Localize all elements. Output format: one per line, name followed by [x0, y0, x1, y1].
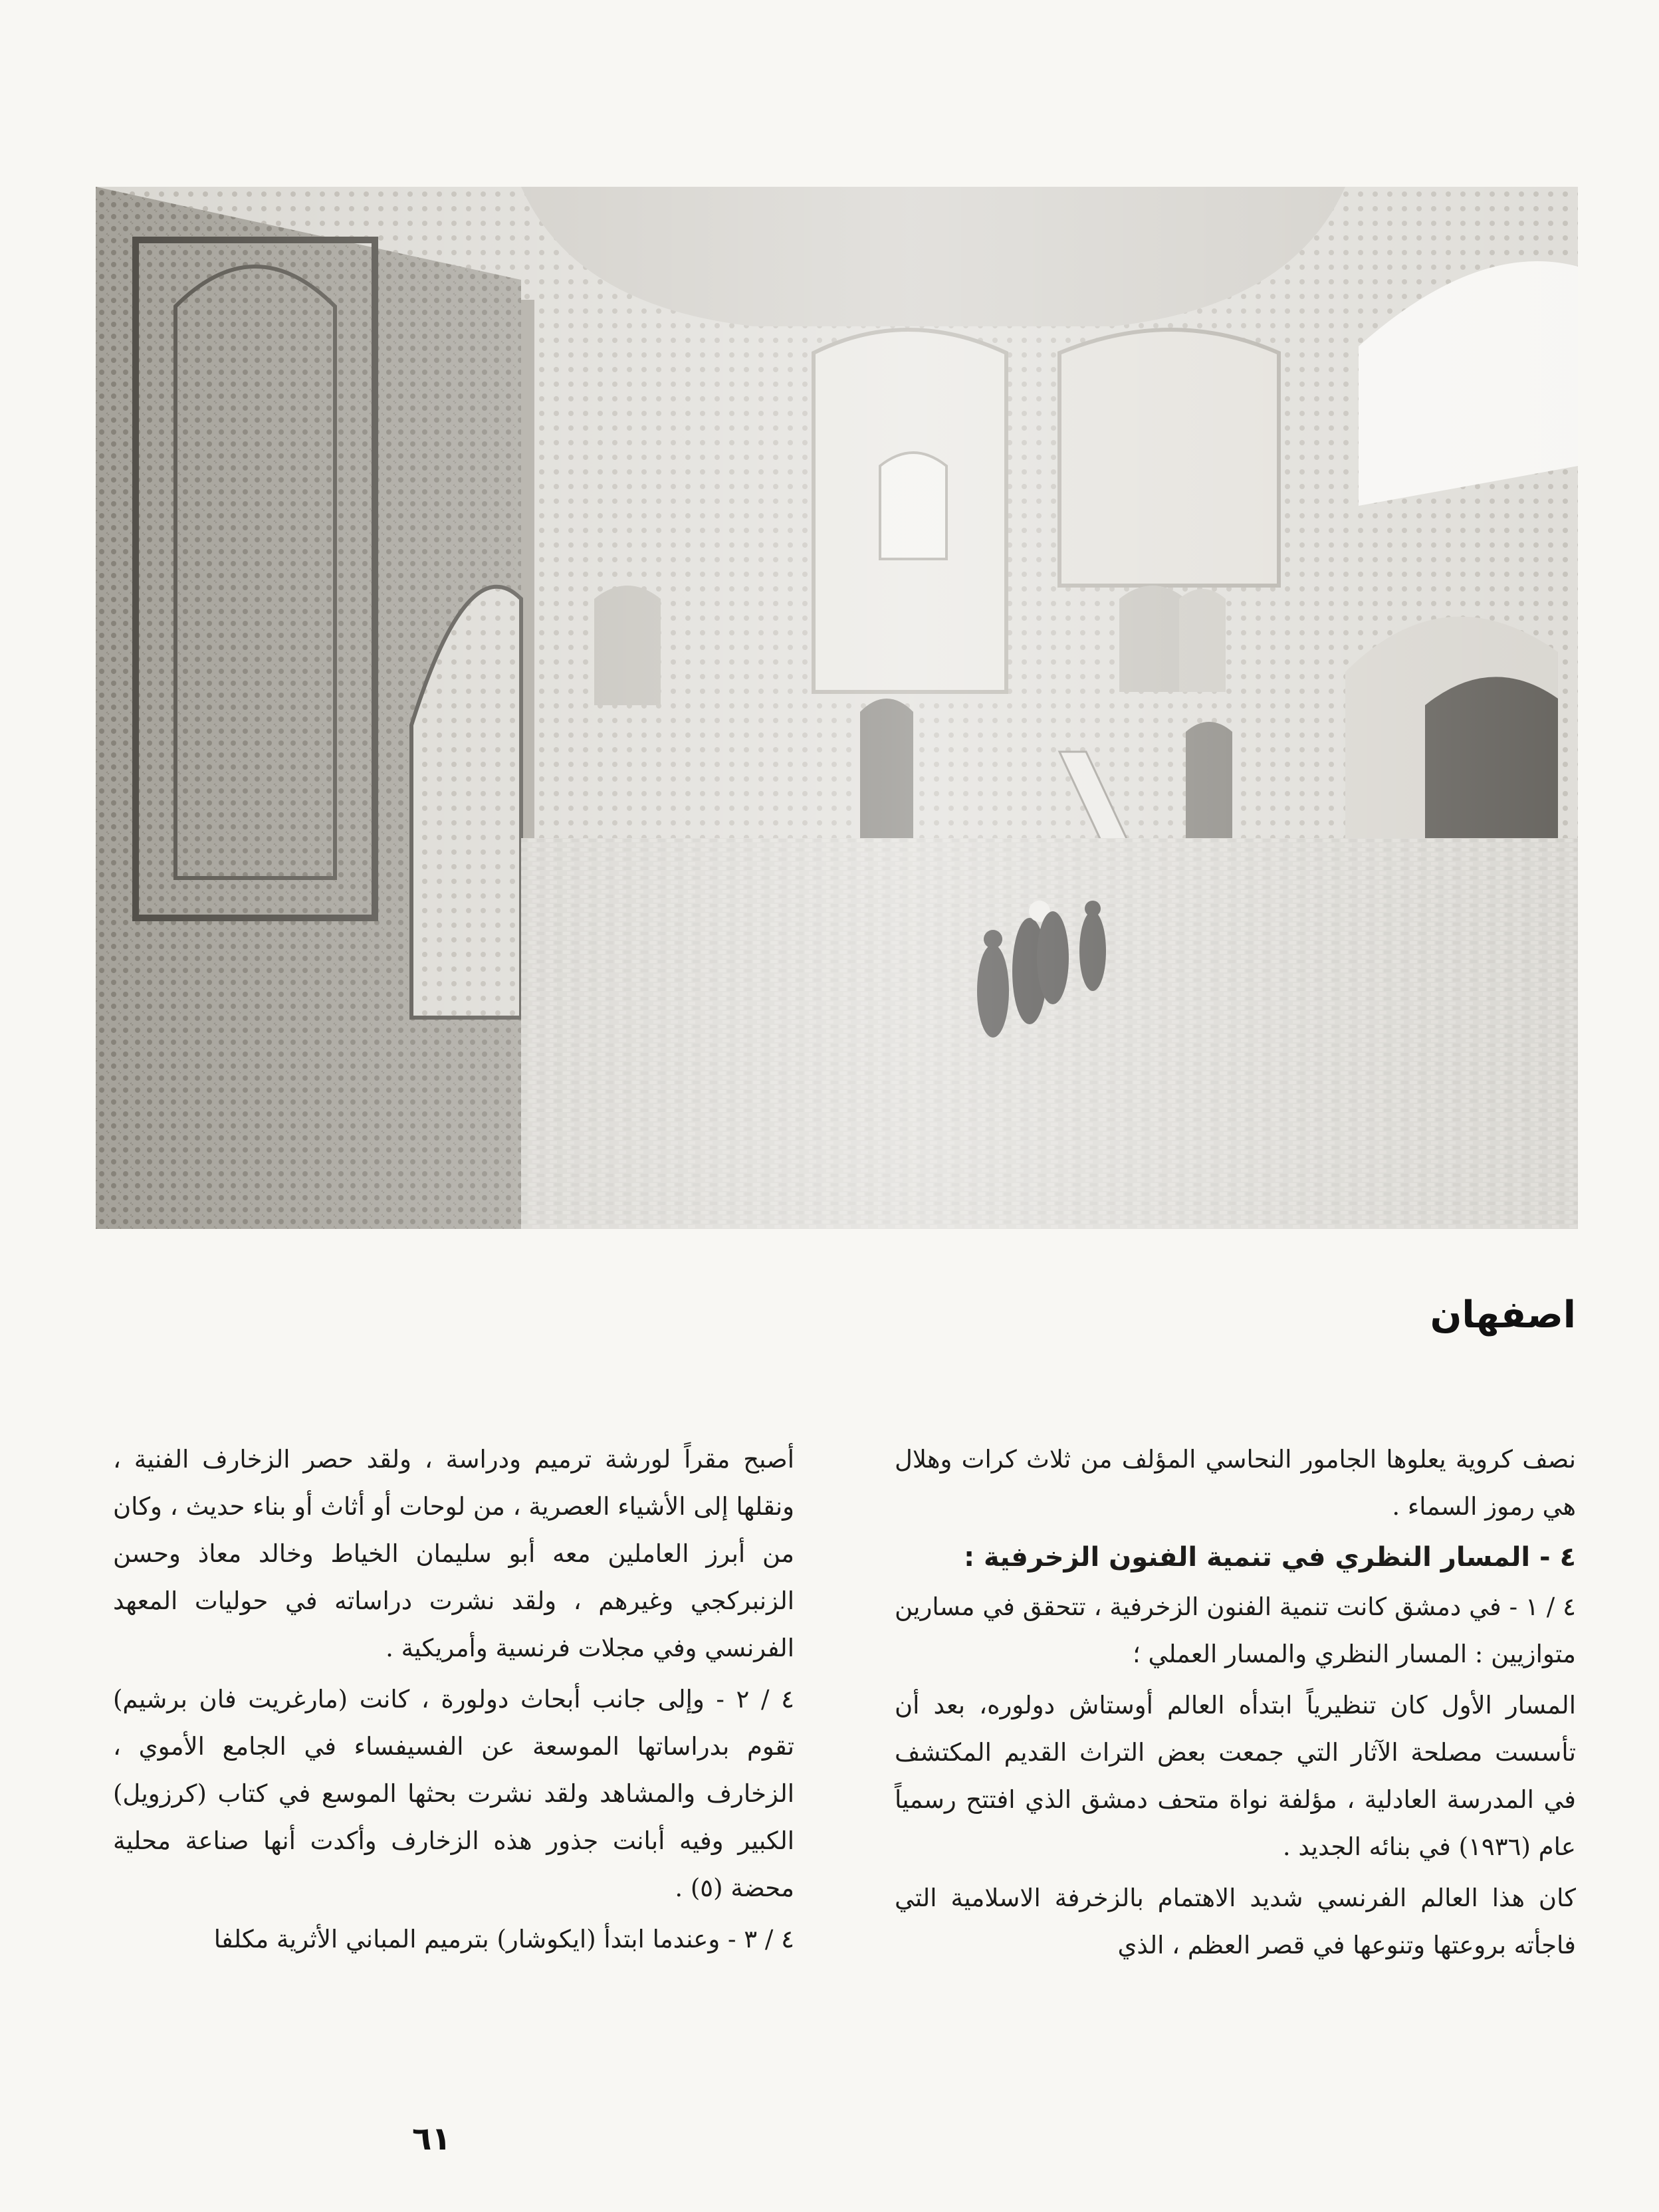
section-heading: ٤ - المسار النظري في تنمية الفنون الزخرفية :	[964, 1542, 1576, 1573]
right-column	[895, 1436, 1576, 1973]
page-number: ٦١	[412, 2120, 451, 2157]
mosque-interior-photograph	[96, 187, 1578, 1229]
left-column	[113, 1436, 794, 1967]
paragraph: ٤ / ٣ - وعندما ابتدأ (ايكوشار) بترميم المباني الأثرية مكلفا	[213, 1925, 794, 1953]
paragraph: ٤ / ١ - في دمشق كانت تنمية الفنون الزخرفية ، تتحقق في مسارين متوازيين : المسار النظري والمسار العملي ؛	[895, 1593, 1576, 1668]
paragraph: ٤ / ٢ - وإلى جانب أبحاث دولورة ، كانت (مارغريت فان برشيم) تقوم بدراساتها الموسعة عن الفسيفساء في الجامع الأموي ، الزخارف والمشاهد ولقد نشرت بحثها الموسع في كتاب (كرزويل) الكبير وفيه أبانت جذور هذه الزخارف وأكدت أنها صناعة محلية محضة (٥) .	[113, 1685, 794, 1902]
paragraph: كان هذا العالم الفرنسي شديد الاهتمام بالزخرفة الاسلامية التي فاجأته بروعتها وتنوعها في قصر العظم ، الذي	[895, 1884, 1576, 1959]
paragraph: نصف كروية يعلوها الجامور النحاسي المؤلف من ثلاث كرات وهلال هي رموز السماء .	[895, 1445, 1576, 1521]
photo-illustration	[96, 187, 1578, 1229]
paragraph: المسار الأول كان تنظيرياً ابتدأه العالم أوستاش دولوره، بعد أن تأسست مصلحة الآثار التي جمعت بعض التراث القديم المكتشف في المدرسة العادلية ، مؤلفة نواة متحف دمشق الذي افتتح رسمياً عام (١٩٣٦) في بنائه الجديد .	[895, 1691, 1576, 1861]
photo-caption: اصفهان	[1430, 1293, 1576, 1337]
paragraph: أصبح مقراً لورشة ترميم ودراسة ، ولقد حصر الزخارف الفنية ، ونقلها إلى الأشياء العصرية ، من لوحات أو أثاث أو بناء حديث ، وكان من أبرز العاملين معه أبو سليمان الخياط وخالد معاذ وحسن الزنبركجي وغيرهم ، ولقد نشرت دراساته في حوليات المعهد الفرنسي وفي مجلات فرنسية وأمريكية .	[113, 1445, 794, 1662]
